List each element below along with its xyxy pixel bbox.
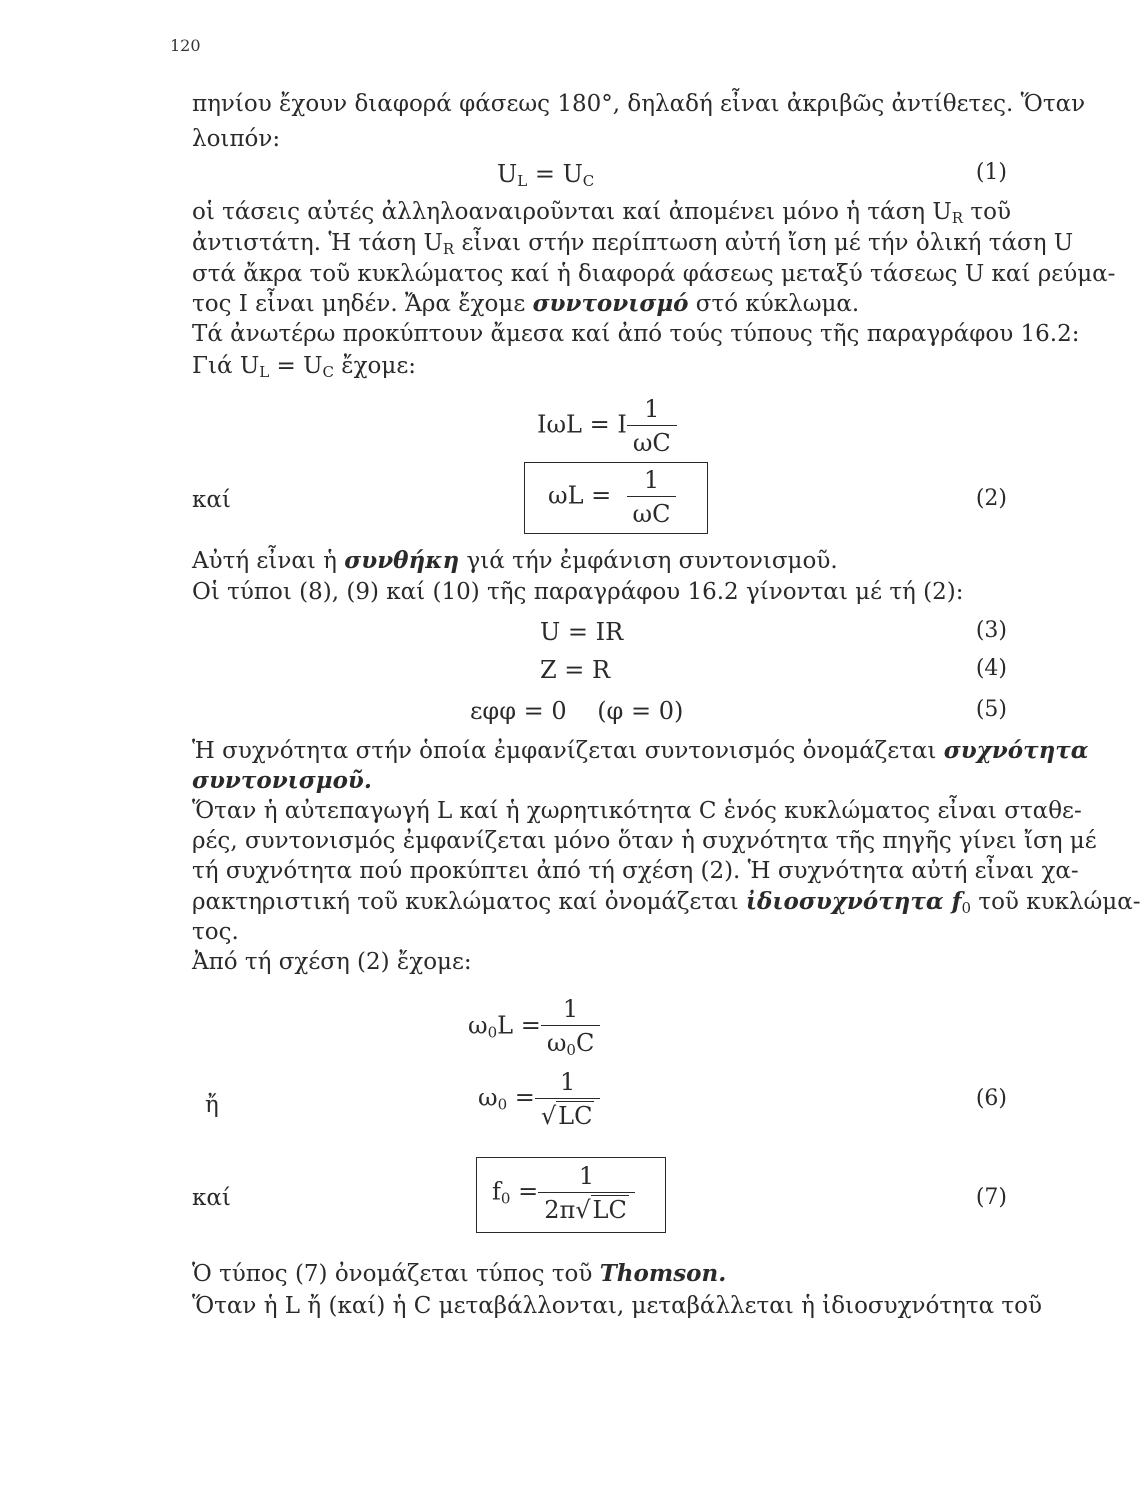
text-line: Ἀπό τή σχέση (2) ἔχομε: — [192, 949, 472, 975]
text-line: ἀντιστάτη. Ἡ τάση $U_R$ εἶναι στήν περίπτωση αὐτή ἴση μέ τήν ὁλική τάση U — [192, 230, 1074, 258]
text-line: Ὅταν ἡ αὐτεπαγωγή L καί ἡ χωρητικότητα C ἑνός κυκλώματος εἶναι σταθε- — [192, 798, 1082, 824]
text-line: Ἡ συχνότητα στήν ὁποία ἐμφανίζεται συντονισμός ὀνομάζεται συχνότητα — [192, 737, 1089, 764]
equation-number: (1) — [975, 160, 1007, 185]
equation-1: $U_L = U_C$ — [497, 160, 595, 190]
equation-number: (4) — [975, 656, 1007, 681]
text-line: Ὁ τύπος (7) ὀνομάζεται τύπος τοῦ Thomson. — [192, 1260, 727, 1287]
equation-5: εφφ = 0 (φ = 0) — [470, 697, 684, 725]
text-line: Γιά $U_L = U_C$ ἔχομε: — [192, 353, 416, 381]
text-line: τή συχνότητα πού προκύπτει ἀπό τή σχέση (2). Ἡ συχνότητα αὐτή εἶναι χα- — [192, 858, 1079, 884]
equation-angular-step: $\omega_0L$ = $\frac{1}{\omega_0C}$ — [468, 995, 600, 1059]
text-line: Τά ἀνωτέρω προκύπτουν ἄμεσα καί ἀπό τούς τύπους τῆς παραγράφου 16.2: — [192, 321, 1080, 347]
text-line: Οἱ τύποι (8), (9) καί (10) τῆς παραγράφου 16.2 γίνονται μέ τή (2): — [192, 579, 964, 605]
text-line: λοιπόν: — [192, 126, 281, 152]
equation-6: $\omega_0$ = $\frac{1}{√LC}$ — [478, 1068, 600, 1130]
equation-3: U = IR — [540, 618, 624, 646]
text-line: τος. — [192, 919, 239, 945]
equation-4: Z = R — [540, 656, 611, 684]
equation-number: (2) — [975, 486, 1007, 511]
text-line: πηνίου ἔχουν διαφορά φάσεως 180°, δηλαδή εἶναι ἀκριβῶς ἀντίθετες. Ὅταν — [192, 91, 1086, 117]
equation-number: (3) — [975, 618, 1007, 643]
text-line: Ὅταν ἡ L ἤ (καί) ἡ C μεταβάλλονται, μεταβάλλεται ἡ ἰδιοσυχνότητα τοῦ — [192, 1293, 1042, 1319]
text-line: οἱ τάσεις αὐτές ἀλληλοαναιροῦνται καί ἀπομένει μόνο ἡ τάση $U_R$ τοῦ — [192, 199, 1011, 227]
text-line: τος I εἶναι μηδέν. Ἄρα ἔχομε συντονισμό στό κύκλωμα. — [192, 290, 860, 317]
equation-prefix: καί — [192, 1185, 231, 1211]
text-line: στά ἄκρα τοῦ κυκλώματος καί ἡ διαφορά φάσεως μεταξύ τάσεως U καί ρεύμα- — [192, 261, 1116, 287]
page-number: 120 — [170, 36, 201, 55]
equation-2: ωL = $\frac{1}{\omega C}$ — [548, 466, 676, 528]
equation-resonance-step: IωL = I $\frac{1}{\omega C}$ — [537, 395, 677, 457]
equation-prefix: ἤ — [205, 1092, 219, 1118]
equation-number: (7) — [975, 1185, 1007, 1210]
text-line: Αὐτή εἶναι ἡ συνθήκη γιά τήν ἐμφάνιση συντονισμοῦ. — [192, 547, 838, 574]
text-line: ρές, συντονισμός ἐμφανίζεται μόνο ὅταν ἡ συχνότητα τῆς πηγῆς γίνει ἴση μέ — [192, 828, 1097, 854]
text-line: ρακτηριστική τοῦ κυκλώματος καί ὀνομάζεται ἰδιοσυχνότητα $f_0$ τοῦ κυκλώμα- — [192, 888, 1141, 917]
text-line: συντονισμοῦ. — [192, 767, 372, 794]
equation-7: $f_0$ = $\frac{1}{2\pi√LC}$ — [492, 1162, 635, 1224]
equation-prefix: καί — [192, 487, 231, 513]
equation-number: (6) — [975, 1086, 1007, 1111]
equation-number: (5) — [975, 697, 1007, 722]
